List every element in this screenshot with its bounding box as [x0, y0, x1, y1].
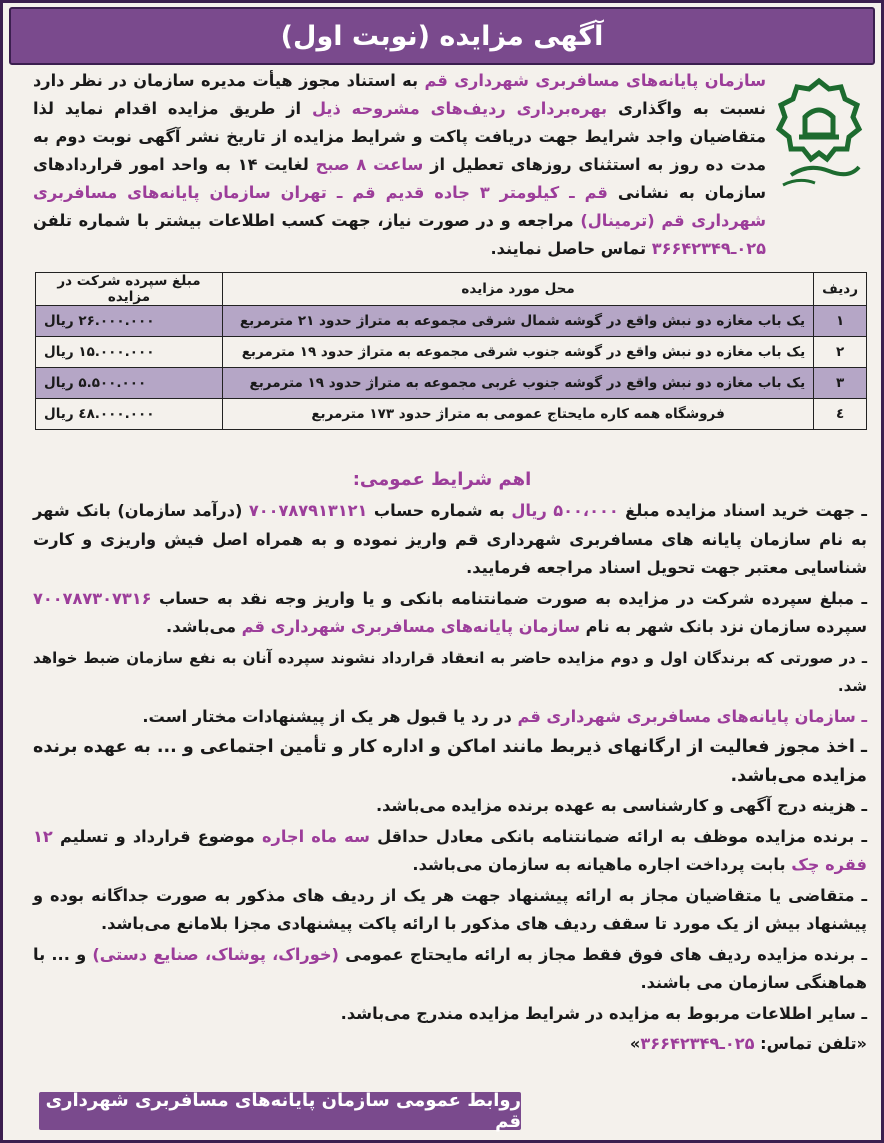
- address-highlight: قم ـ کیلومتر ۳ جاده قدیم قم ـ تهران سازمان پایانه‌های مسافربری شهرداری قم (ترمینال): [33, 183, 766, 230]
- phone-highlight: ۰۲۵ـ۳۶۶۴۲۳۴۹: [651, 239, 766, 258]
- auction-table: [35, 272, 867, 430]
- hours-highlight: ساعت ۸ صبح: [315, 155, 424, 174]
- table-row: [36, 337, 867, 368]
- c7-text-a: ـ برنده مزایده موظف به ارائه ضمانتنامه بانکی معادل حداقل: [369, 826, 868, 846]
- contact-end: »: [629, 1034, 641, 1053]
- contact-label: «تلفن تماس:: [754, 1034, 867, 1053]
- row-number: ۱: [814, 306, 867, 337]
- condition-1: [33, 497, 867, 583]
- table-header-row: [36, 273, 867, 306]
- col-row: ردیف: [814, 273, 867, 306]
- row-number: ٤: [814, 399, 867, 430]
- intro-text-2: از طریق مزایده اقدام نماید لذا متقاضیان واجد شرایط جهت دریافت پاکت و شرایط مزایده از تاریخ نشر آگهی نوبت دوم به مدت ده روز به استثنای روزهای تعطیل از: [33, 99, 766, 174]
- intro-text-1: به استناد مجوز هیأت مدیره سازمان در نظر دارد نسبت به واگذاری: [33, 71, 766, 118]
- condition-7: [33, 823, 867, 880]
- row-amount: ۲۶.۰۰۰.۰۰۰ ریال: [36, 306, 223, 337]
- footer-bar: [39, 1092, 521, 1130]
- intro-paragraph: [33, 67, 766, 263]
- c2-org: سازمان پایانه‌های مسافربری شهرداری قم: [241, 617, 580, 636]
- c2-text-b: سپرده سازمان نزد بانک شهر به نام: [580, 617, 867, 636]
- contact-phone: ۰۲۵ـ۳۶۶۴۲۳۴۹: [640, 1034, 755, 1053]
- row-number: ۳: [814, 368, 867, 399]
- c2-text-c: می‌باشد.: [166, 617, 242, 636]
- intro-text-5: تماس حاصل نمایند.: [490, 239, 652, 258]
- condition-5: ـ اخذ مجوز فعالیت از ارگانهای ذیربط مانند اماکن و اداره کار و تأمین اجتماعی و ... به عهده برنده مزایده می‌باشد.: [32, 737, 867, 786]
- c1-text-a: ـ جهت خرید اسناد مزایده مبلغ: [618, 501, 867, 520]
- row-item: فروشگاه همه کاره مایحتاج عمومی به متراژ حدود ۱۷۳ مترمربع: [223, 399, 814, 430]
- c1-text-b: به شماره حساب: [367, 501, 512, 520]
- intro-text-4: مراجعه و در صورت نیاز، جهت کسب اطلاعات بیشتر با شماره تلفن: [33, 211, 581, 230]
- row-item: یک باب مغازه دو نبش واقع در گوشه جنوب غربی مجموعه به متراژ حدود ۱۹ مترمربع: [223, 368, 814, 399]
- footer-text: روابط عمومی سازمان پایانه‌های مسافربری شهرداری قم: [45, 1090, 521, 1132]
- conditions-list: [33, 497, 867, 1061]
- c7-text-c: بابت پرداخت اجاره ماهیانه به سازمان می‌باشد.: [412, 855, 792, 874]
- c7-months: سه ماه اجاره: [261, 826, 370, 846]
- col-item: محل مورد مزایده: [223, 273, 814, 306]
- contact-line: [33, 1030, 867, 1059]
- auction-table-wrap: [35, 272, 867, 430]
- condition-8: ـ متقاضی یا متقاضیان مجاز به ارائه پیشنهاد جهت هر یک از ردیف های مذکور به صورت جداگانه بوده و پیشنهاد بیش از یک مورد تا سقف ردیف های مذکور با ارائه پاکت پیشنهادی مجزا بلامانع می‌باشد.: [33, 885, 867, 933]
- row-amount: ۵.۵۰۰.۰۰۰ ریال: [36, 368, 223, 399]
- c4-text: در رد یا قبول هر یک از پیشنهادات مختار است.: [142, 706, 518, 726]
- table-row: [36, 306, 867, 337]
- condition-4: [33, 703, 867, 732]
- c1-text-c: (درآمد سازمان) بانک شهر به نام سازمان پایانه های مسافربری شهرداری قم واریز نموده و به همراه اصل فیش واریزی و کارت شناسایی معتبر جهت تحویل اسناد مراجعه فرمایید.: [33, 501, 867, 577]
- municipality-logo: [769, 75, 869, 193]
- condition-2: [33, 585, 867, 642]
- row-item: یک باب مغازه دو نبش واقع در گوشه شمال شرقی مجموعه به متراژ حدود ۲۱ مترمربع: [223, 306, 814, 337]
- c9-text-b: و ... با هماهنگی سازمان می باشند.: [33, 944, 867, 992]
- c2-text-a: ـ مبلغ سپرده شرکت در مزایده به صورت ضمانتنامه بانکی و یا واریز وجه نقد به حساب: [151, 588, 867, 608]
- c7-cheques: ۱۲ فقره چک: [33, 826, 867, 874]
- c4-org: ـ سازمان پایانه‌های مسافربری شهرداری قم: [517, 706, 867, 726]
- conditions-heading: اهم شرایط عمومی:: [352, 469, 532, 490]
- col-amount: مبلغ سپرده شرکت در مزایده: [36, 273, 223, 306]
- condition-9: [33, 941, 867, 998]
- c9-text-a: ـ برنده مزایده ردیف های فوق فقط مجاز به ارائه مایحتاج عمومی: [338, 944, 868, 964]
- intro-text-3: لغایت ۱۴ به واحد امور قراردادهای سازمان به نشانی: [33, 155, 766, 202]
- row-amount: ٤۸.۰۰۰.۰۰۰ ریال: [36, 399, 223, 430]
- title-bar: [9, 7, 875, 65]
- condition-6: ـ هزینه درج آگهی و کارشناسی به عهده برنده مزایده می‌باشد.: [375, 796, 867, 815]
- condition-10: ـ سایر اطلاعات مربوط به مزایده در شرایط مزایده مندرج می‌باشد.: [340, 1003, 867, 1023]
- c9-goods: (خوراک، پوشاک، صنایع دستی): [92, 944, 339, 964]
- notice-title: آگهی مزایده (نوبت اول): [280, 20, 604, 52]
- table-row: [36, 399, 867, 430]
- table-row: [36, 368, 867, 399]
- row-item: یک باب مغازه دو نبش واقع در گوشه جنوب شرقی مجموعه به متراژ حدود ۱۹ مترمربع: [223, 337, 814, 368]
- org-name: سازمان پایانه‌های مسافربری شهرداری قم: [424, 71, 766, 90]
- row-amount: ۱۵.۰۰۰.۰۰۰ ریال: [36, 337, 223, 368]
- c7-text-b: موضوع قرارداد و تسلیم: [52, 826, 262, 846]
- row-number: ۲: [814, 337, 867, 368]
- condition-3: ـ در صورتی که برندگان اول و دوم مزایده حاضر به انعقاد قرارداد نشوند سپرده آنان به نفع سازمان ضبط خواهد شد.: [33, 648, 867, 695]
- c2-account: ۷۰۰۷۸۷۳۰۷۳۱۶: [33, 588, 152, 608]
- c1-account: ۷۰۰۷۸۷۹۱۳۱۲۱: [248, 501, 368, 520]
- rows-highlight: بهره‌برداری ردیف‌های مشروحه ذیل: [311, 99, 608, 118]
- c1-price: ۵۰۰،۰۰۰ ریال: [511, 501, 619, 520]
